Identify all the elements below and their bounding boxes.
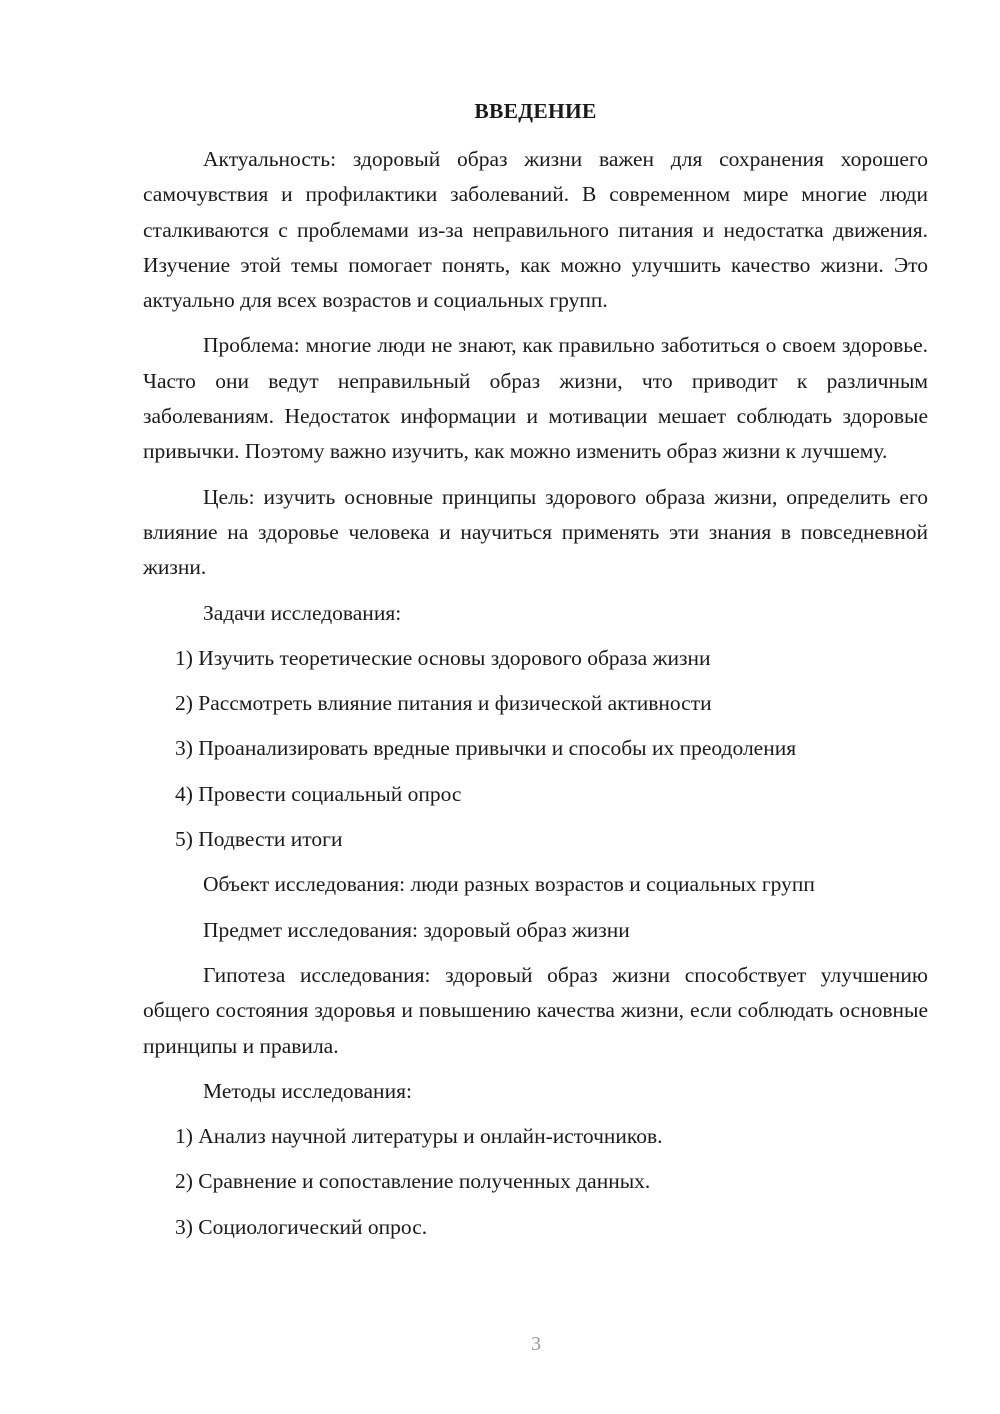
task-item: 1) Изучить теоретические основы здорового образа жизни [175,645,711,670]
section-title: ВВЕДЕНИЕ [474,99,597,123]
method-item: 1) Анализ научной литературы и онлайн-источников. [175,1124,663,1149]
page-number: 3 [531,1333,541,1355]
task-item: 4) Провести социальный опрос [175,781,462,806]
research-subject: Предмет исследования: здоровый образ жизни [203,917,630,942]
method-item: 3) Социологический опрос. [175,1214,428,1239]
methods-heading: Методы исследования: [203,1078,412,1103]
goal-paragraph: Цель: изучить основные принципы здорового образа жизни, определить его влияние на здоровье человека и научиться применять эти знания в повседневной жизни. [143,484,928,580]
hypothesis-paragraph: Гипотеза исследования: здоровый образ жизни способствует улучшению общего состояния здоровья и повышению качества жизни, если соблюдать основные принципы и правила. [143,962,928,1058]
method-item: 2) Сравнение и сопоставление полученных данных. [175,1169,651,1194]
problem-paragraph: Проблема: многие люди не знают, как правильно заботиться о своем здоровье. Часто они ведут неправильный образ жизни, что приводит к различным заболеваниям. Недостаток информации и мотивации мешает соблюдать здоровые привычки. Поэтому важно изучить, как можно изменить образ жизни к лучшему. [143,333,928,464]
page-content [143,96,928,1255]
task-item: 5) Подвести итоги [175,827,343,852]
research-object: Объект исследования: люди разных возрастов и социальных групп [203,872,815,897]
relevance-paragraph: Актуальность: здоровый образ жизни важен для сохранения хорошего самочувствия и профилактики заболеваний. В современном мире многие люди сталкиваются с проблемами из-за неправильного питания и недостатка движения. Изучение этой темы помогает понять, как можно улучшить качество жизни. Это актуально для всех возрастов и социальных групп. [143,147,928,313]
tasks-heading: Задачи исследования: [203,600,402,625]
task-item: 2) Рассмотреть влияние питания и физической активности [175,691,712,716]
task-item: 3) Проанализировать вредные привычки и способы их преодоления [175,736,797,761]
